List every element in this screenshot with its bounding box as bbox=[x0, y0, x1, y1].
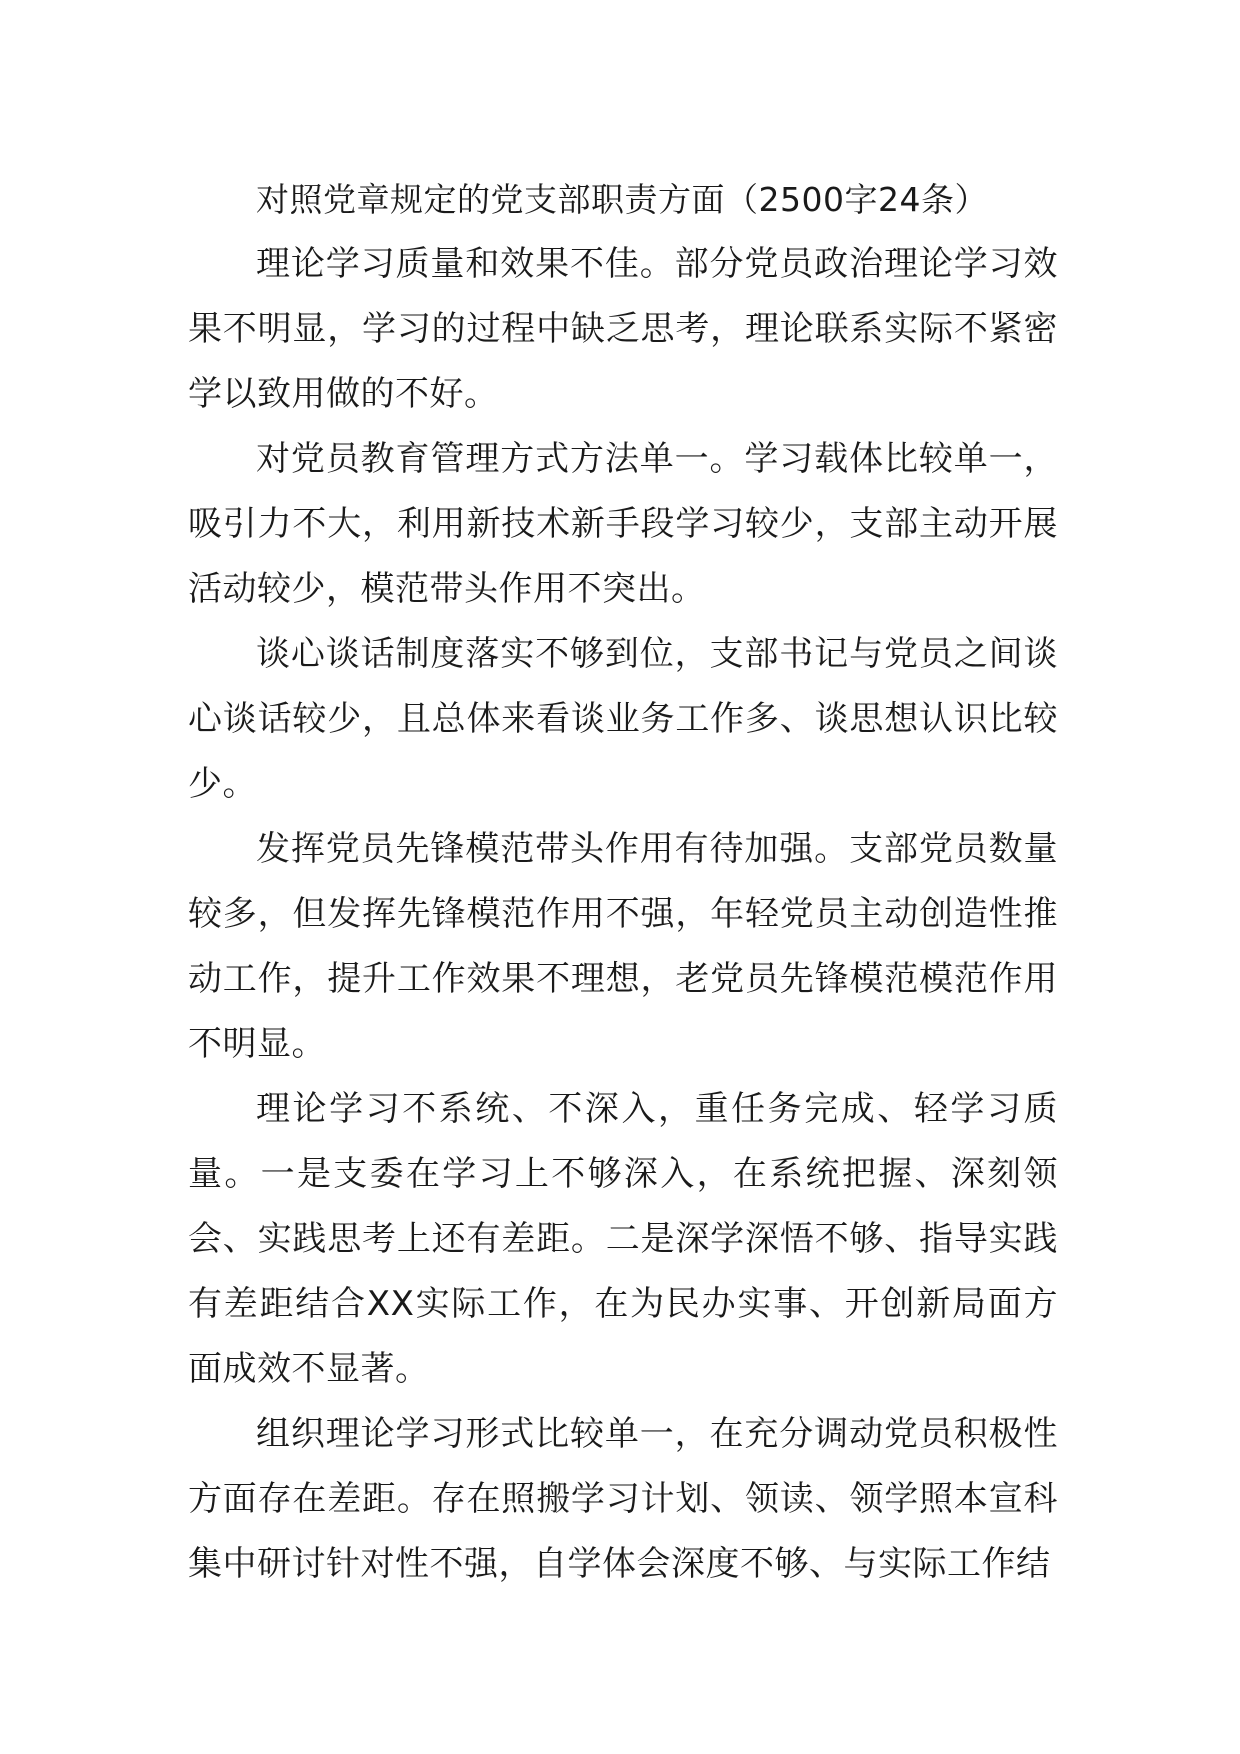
paragraph-education-management: 对党员教育管理方式方法单一。学习载体比较单一，吸引力不大，利用新技术新手段学习较少，支部主动开展活动较少，模范带头作用不突出。 bbox=[188, 439, 1058, 609]
paragraph-study-format: 组织理论学习形式比较单一，在充分调动党员积极性方面存在差距。存在照搬学习计划、领读、领学照本宣科集中研讨针对性不强，自学体会深度不够、与实际工作结 bbox=[188, 1414, 1058, 1584]
document-title: 对照党章规定的党支部职责方面（2500字24条） bbox=[256, 180, 988, 219]
paragraph-heart-to-heart-talks: 谈心谈话制度落实不够到位，支部书记与党员之间谈心谈话较少，且总体来看谈业务工作多、谈思想认识比较少。 bbox=[188, 634, 1058, 804]
paragraph-systematic-study: 理论学习不系统、不深入，重任务完成、轻学习质量。一是支委在学习上不够深入，在系统把握、深刻领会、实践思考上还有差距。二是深学深悟不够、指导实践有差距结合XX实际工作，在为民办实事、开创新局面方面成效不显著。 bbox=[188, 1089, 1058, 1389]
paragraph-theory-study-quality: 理论学习质量和效果不佳。部分党员政治理论学习效果不明显，学习的过程中缺乏思考，理论联系实际不紧密学以致用做的不好。 bbox=[188, 244, 1058, 414]
paragraph-vanguard-role: 发挥党员先锋模范带头作用有待加强。支部党员数量较多，但发挥先锋模范作用不强，年轻党员主动创造性推动工作，提升工作效果不理想，老党员先锋模范模范作用不明显。 bbox=[188, 829, 1058, 1064]
document-body bbox=[188, 167, 1058, 1597]
